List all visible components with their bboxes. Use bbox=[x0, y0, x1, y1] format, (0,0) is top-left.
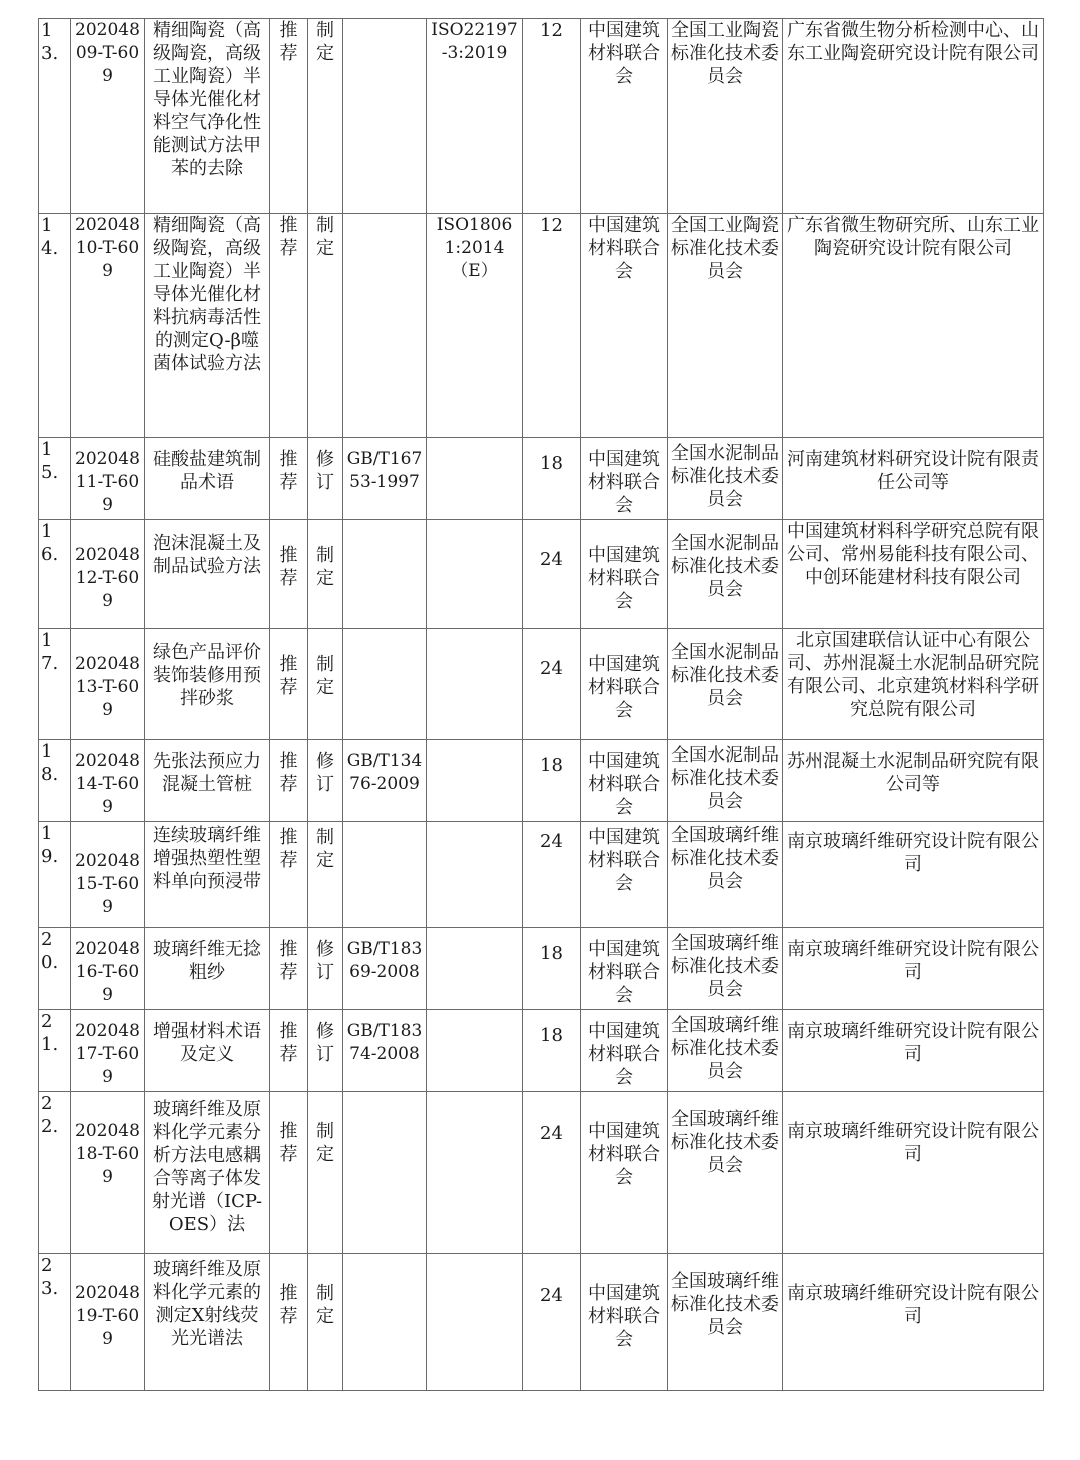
revision-type: 修订 bbox=[308, 740, 343, 822]
adopted-standard bbox=[427, 1010, 523, 1092]
standard-name: 玻璃纤维无捻粗纱 bbox=[145, 928, 270, 1010]
standards-table bbox=[38, 18, 1044, 1391]
replaced-standard bbox=[343, 1254, 427, 1391]
replaced-standard: GB/T18374-2008 bbox=[343, 1010, 427, 1092]
table-row bbox=[39, 19, 1044, 214]
plan-number: 20204813-T-609 bbox=[71, 629, 145, 740]
technical-committee: 全国工业陶瓷标准化技术委员会 bbox=[668, 19, 783, 214]
row-number: 13. bbox=[39, 19, 71, 214]
competent-department: 中国建筑材料联合会 bbox=[581, 19, 668, 214]
standard-nature: 推荐 bbox=[270, 520, 308, 629]
technical-committee: 全国玻璃纤维标准化技术委员会 bbox=[668, 822, 783, 928]
revision-type: 制定 bbox=[308, 629, 343, 740]
period-months: 24 bbox=[523, 629, 581, 740]
row-number: 20. bbox=[39, 928, 71, 1010]
row-number: 22. bbox=[39, 1092, 71, 1254]
plan-number: 20204810-T-609 bbox=[71, 214, 145, 438]
competent-department: 中国建筑材料联合会 bbox=[581, 928, 668, 1010]
standard-nature: 推荐 bbox=[270, 740, 308, 822]
plan-number: 20204812-T-609 bbox=[71, 520, 145, 629]
period-months: 12 bbox=[523, 214, 581, 438]
standard-nature: 推荐 bbox=[270, 1092, 308, 1254]
replaced-standard bbox=[343, 520, 427, 629]
standard-name: 连续玻璃纤维增强热塑性塑料单向预浸带 bbox=[145, 822, 270, 928]
plan-number: 20204809-T-609 bbox=[71, 19, 145, 214]
row-number: 18. bbox=[39, 740, 71, 822]
competent-department: 中国建筑材料联合会 bbox=[581, 214, 668, 438]
adopted-standard bbox=[427, 1092, 523, 1254]
table-row bbox=[39, 822, 1044, 928]
table-row bbox=[39, 928, 1044, 1010]
table-row bbox=[39, 438, 1044, 520]
competent-department: 中国建筑材料联合会 bbox=[581, 1092, 668, 1254]
drafting-unit: 广东省微生物研究所、山东工业陶瓷研究设计院有限公司 bbox=[783, 214, 1044, 438]
technical-committee: 全国玻璃纤维标准化技术委员会 bbox=[668, 928, 783, 1010]
row-number: 21. bbox=[39, 1010, 71, 1092]
standard-nature: 推荐 bbox=[270, 928, 308, 1010]
period-months: 24 bbox=[523, 1254, 581, 1391]
technical-committee: 全国水泥制品标准化技术委员会 bbox=[668, 520, 783, 629]
standard-name: 先张法预应力混凝土管桩 bbox=[145, 740, 270, 822]
drafting-unit: 河南建筑材料研究设计院有限责任公司等 bbox=[783, 438, 1044, 520]
plan-number: 20204817-T-609 bbox=[71, 1010, 145, 1092]
standard-nature: 推荐 bbox=[270, 214, 308, 438]
replaced-standard: GB/T18369-2008 bbox=[343, 928, 427, 1010]
period-months: 18 bbox=[523, 928, 581, 1010]
row-number: 16. bbox=[39, 520, 71, 629]
drafting-unit: 中国建筑材料科学研究总院有限公司、常州易能科技有限公司、中创环能建材科技有限公司 bbox=[783, 520, 1044, 629]
competent-department: 中国建筑材料联合会 bbox=[581, 1010, 668, 1092]
period-months: 18 bbox=[523, 740, 581, 822]
table-row bbox=[39, 1254, 1044, 1391]
drafting-unit: 广东省微生物分析检测中心、山东工业陶瓷研究设计院有限公司 bbox=[783, 19, 1044, 214]
revision-type: 制定 bbox=[308, 520, 343, 629]
revision-type: 制定 bbox=[308, 822, 343, 928]
plan-number: 20204816-T-609 bbox=[71, 928, 145, 1010]
technical-committee: 全国玻璃纤维标准化技术委员会 bbox=[668, 1010, 783, 1092]
row-number: 14. bbox=[39, 214, 71, 438]
revision-type: 修订 bbox=[308, 438, 343, 520]
technical-committee: 全国水泥制品标准化技术委员会 bbox=[668, 740, 783, 822]
table-row bbox=[39, 1092, 1044, 1254]
row-number: 23. bbox=[39, 1254, 71, 1391]
standard-nature: 推荐 bbox=[270, 822, 308, 928]
revision-type: 修订 bbox=[308, 1010, 343, 1092]
adopted-standard bbox=[427, 520, 523, 629]
replaced-standard bbox=[343, 19, 427, 214]
drafting-unit: 南京玻璃纤维研究设计院有限公司 bbox=[783, 1010, 1044, 1092]
table-row bbox=[39, 520, 1044, 629]
table-row bbox=[39, 214, 1044, 438]
row-number: 17. bbox=[39, 629, 71, 740]
standard-nature: 推荐 bbox=[270, 19, 308, 214]
revision-type: 制定 bbox=[308, 19, 343, 214]
technical-committee: 全国玻璃纤维标准化技术委员会 bbox=[668, 1092, 783, 1254]
drafting-unit: 南京玻璃纤维研究设计院有限公司 bbox=[783, 1254, 1044, 1391]
competent-department: 中国建筑材料联合会 bbox=[581, 629, 668, 740]
standard-name: 硅酸盐建筑制品术语 bbox=[145, 438, 270, 520]
table-body bbox=[39, 19, 1044, 1391]
adopted-standard bbox=[427, 822, 523, 928]
period-months: 24 bbox=[523, 520, 581, 629]
standard-name: 精细陶瓷（高级陶瓷，高级工业陶瓷）半导体光催化材料空气净化性能测试方法甲苯的去除 bbox=[145, 19, 270, 214]
row-number: 15. bbox=[39, 438, 71, 520]
adopted-standard: ISO18061:2014（E） bbox=[427, 214, 523, 438]
plan-number: 20204819-T-609 bbox=[71, 1254, 145, 1391]
competent-department: 中国建筑材料联合会 bbox=[581, 1254, 668, 1391]
technical-committee: 全国水泥制品标准化技术委员会 bbox=[668, 629, 783, 740]
standard-name: 绿色产品评价装饰装修用预拌砂浆 bbox=[145, 629, 270, 740]
technical-committee: 全国玻璃纤维标准化技术委员会 bbox=[668, 1254, 783, 1391]
replaced-standard bbox=[343, 629, 427, 740]
adopted-standard bbox=[427, 928, 523, 1010]
competent-department: 中国建筑材料联合会 bbox=[581, 740, 668, 822]
competent-department: 中国建筑材料联合会 bbox=[581, 822, 668, 928]
table-row bbox=[39, 629, 1044, 740]
replaced-standard bbox=[343, 1092, 427, 1254]
standard-nature: 推荐 bbox=[270, 1254, 308, 1391]
period-months: 24 bbox=[523, 1092, 581, 1254]
revision-type: 修订 bbox=[308, 928, 343, 1010]
standard-name: 玻璃纤维及原料化学元素分析方法电感耦合等离子体发射光谱（ICP-OES）法 bbox=[145, 1092, 270, 1254]
revision-type: 制定 bbox=[308, 214, 343, 438]
revision-type: 制定 bbox=[308, 1254, 343, 1391]
competent-department: 中国建筑材料联合会 bbox=[581, 520, 668, 629]
plan-number: 20204818-T-609 bbox=[71, 1092, 145, 1254]
table-row bbox=[39, 740, 1044, 822]
replaced-standard: GB/T13476-2009 bbox=[343, 740, 427, 822]
plan-number: 20204811-T-609 bbox=[71, 438, 145, 520]
competent-department: 中国建筑材料联合会 bbox=[581, 438, 668, 520]
revision-type: 制定 bbox=[308, 1092, 343, 1254]
period-months: 18 bbox=[523, 1010, 581, 1092]
standard-nature: 推荐 bbox=[270, 438, 308, 520]
period-months: 12 bbox=[523, 19, 581, 214]
drafting-unit: 北京国建联信认证中心有限公司、苏州混凝土水泥制品研究院有限公司、北京建筑材料科学研究总院有限公司 bbox=[783, 629, 1044, 740]
adopted-standard bbox=[427, 740, 523, 822]
period-months: 18 bbox=[523, 438, 581, 520]
standard-nature: 推荐 bbox=[270, 1010, 308, 1092]
standard-name: 增强材料术语及定义 bbox=[145, 1010, 270, 1092]
standard-nature: 推荐 bbox=[270, 629, 308, 740]
adopted-standard bbox=[427, 629, 523, 740]
replaced-standard: GB/T16753-1997 bbox=[343, 438, 427, 520]
technical-committee: 全国工业陶瓷标准化技术委员会 bbox=[668, 214, 783, 438]
drafting-unit: 苏州混凝土水泥制品研究院有限公司等 bbox=[783, 740, 1044, 822]
adopted-standard bbox=[427, 438, 523, 520]
replaced-standard bbox=[343, 822, 427, 928]
adopted-standard bbox=[427, 1254, 523, 1391]
plan-number: 20204815-T-609 bbox=[71, 822, 145, 928]
drafting-unit: 南京玻璃纤维研究设计院有限公司 bbox=[783, 1092, 1044, 1254]
plan-number: 20204814-T-609 bbox=[71, 740, 145, 822]
adopted-standard: ISO22197-3:2019 bbox=[427, 19, 523, 214]
drafting-unit: 南京玻璃纤维研究设计院有限公司 bbox=[783, 928, 1044, 1010]
replaced-standard bbox=[343, 214, 427, 438]
standard-name: 精细陶瓷（高级陶瓷，高级工业陶瓷）半导体光催化材料抗病毒活性的测定Q-β噬菌体试验方法 bbox=[145, 214, 270, 438]
technical-committee: 全国水泥制品标准化技术委员会 bbox=[668, 438, 783, 520]
standard-name: 玻璃纤维及原料化学元素的测定X射线荧光光谱法 bbox=[145, 1254, 270, 1391]
row-number: 19. bbox=[39, 822, 71, 928]
period-months: 24 bbox=[523, 822, 581, 928]
drafting-unit: 南京玻璃纤维研究设计院有限公司 bbox=[783, 822, 1044, 928]
standard-name: 泡沫混凝土及制品试验方法 bbox=[145, 520, 270, 629]
table-row bbox=[39, 1010, 1044, 1092]
